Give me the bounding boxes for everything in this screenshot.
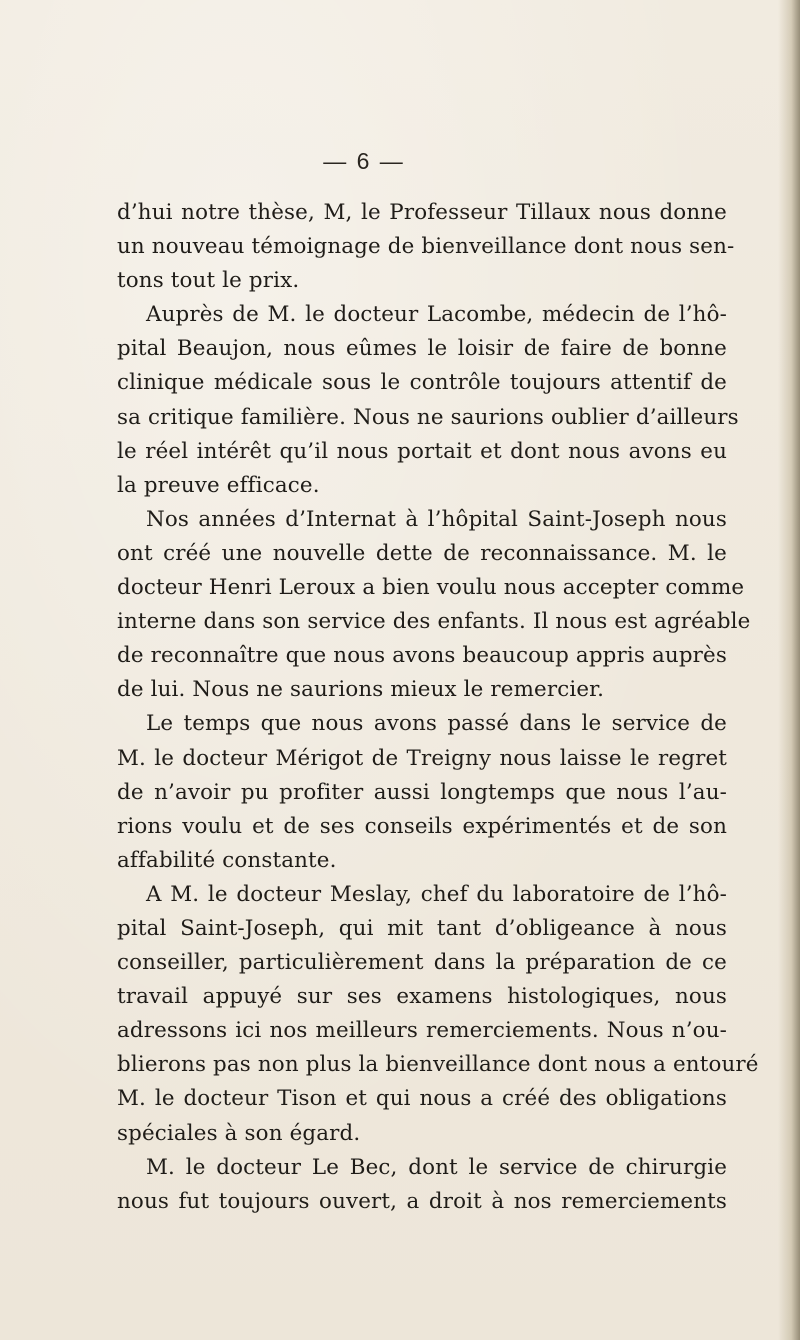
text-line: de n’avoir pu profiter aussi longtemps que nous l’au- (117, 779, 727, 805)
text-line: A M. le docteur Meslay, chef du laboratoire de l’hô- (146, 881, 727, 907)
text-line: Auprès de M. le docteur Lacombe, médecin de l’hô- (146, 302, 727, 328)
text-line: docteur Henri Leroux a bien voulu nous accepter comme (117, 575, 745, 601)
text-line: le réel intérêt qu’il nous portait et dont nous avons eu (117, 438, 727, 464)
text-line: de reconnaître que nous avons beaucoup appris auprès (117, 643, 727, 669)
text-line: M. le docteur Mérigot de Treigny nous laisse le regret (117, 745, 727, 771)
text-line: pital Saint-Joseph, qui mit tant d’obligeance à nous (117, 915, 727, 941)
text-line: tons tout le prix. (117, 268, 300, 294)
text-line: pital Beaujon, nous eûmes le loisir de faire de bonne (117, 336, 727, 362)
text-line: un nouveau témoignage de bienveillance dont nous sen- (117, 234, 735, 260)
text-line: travail appuyé sur ses examens histologiques, nous (117, 984, 727, 1010)
text-line: rions voulu et de ses conseils expérimentés et de son (117, 813, 727, 839)
text-line: affabilité constante. (117, 847, 337, 873)
text-line: Le temps que nous avons passé dans le service de (146, 711, 727, 737)
text-line: ont créé une nouvelle dette de reconnaissance. M. le (117, 540, 727, 566)
text-line: conseiller, particulièrement dans la préparation de ce (117, 950, 727, 976)
text-line: M. le docteur Tison et qui nous a créé des obligations (117, 1086, 727, 1112)
text-line: blierons pas non plus la bienveillance dont nous a entouré (117, 1052, 759, 1078)
page-number: — 6 — (323, 148, 405, 174)
text-line: Nos années d’Internat à l’hôpital Saint-Joseph nous (146, 506, 727, 532)
text-line: la preuve efficace. (117, 472, 320, 498)
text-line: sa critique familière. Nous ne saurions oublier d’ailleurs (117, 404, 739, 430)
text-line: nous fut toujours ouvert, a droit à nos remerciements (117, 1188, 727, 1214)
text-line: M. le docteur Le Bec, dont le service de chirurgie (146, 1154, 727, 1180)
text-line: de lui. Nous ne saurions mieux le remercier. (117, 677, 605, 703)
text-line: adressons ici nos meilleurs remerciements. Nous n’ou- (117, 1018, 727, 1044)
text-line: clinique médicale sous le contrôle toujours attentif de (117, 370, 727, 396)
text-line: spéciales à son égard. (117, 1120, 361, 1146)
body-text (117, 196, 759, 1219)
text-line: d’hui notre thèse, M, le Professeur Tillaux nous donne (117, 200, 727, 225)
text-line: interne dans son service des enfants. Il nous est agréable (117, 609, 751, 635)
page-edge-shadow (778, 0, 800, 1340)
